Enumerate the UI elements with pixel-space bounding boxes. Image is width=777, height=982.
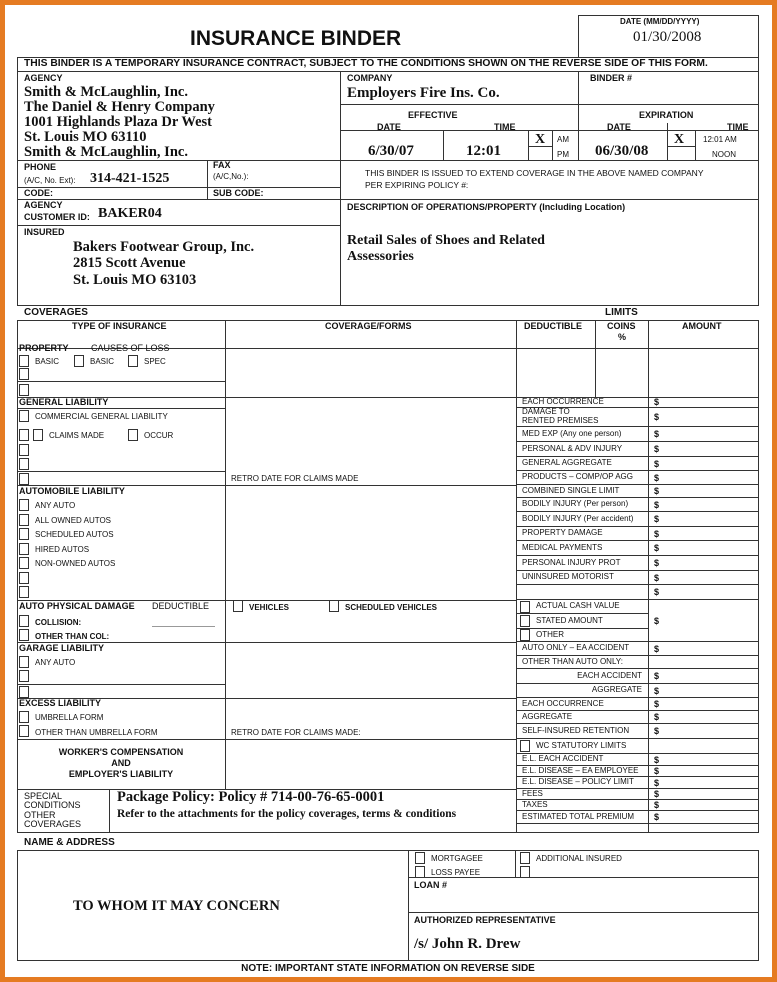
expiration-date-label: DATE (607, 122, 631, 132)
customer-id-value[interactable]: BAKER04 (98, 206, 162, 221)
subcode-label: SUB CODE: (213, 188, 264, 198)
limit-label: MED EXP (Any one person) (522, 428, 622, 438)
limit-label: PRODUCTS – COMP/OP AGG (522, 472, 633, 482)
dollar-sign: $ (654, 397, 660, 407)
limit-label-cell (516, 777, 648, 789)
excess-title: EXCESS LIABILITY (19, 698, 102, 708)
dollar-sign: $ (654, 712, 660, 722)
agency-customer-label: AGENCY (24, 200, 63, 210)
dollar-sign: $ (654, 444, 660, 454)
limit-label: ACTUAL CASH VALUE (536, 601, 620, 611)
limit-amount-cell[interactable] (648, 684, 758, 698)
dollar-sign: $ (654, 429, 660, 439)
checkbox-label: UMBRELLA FORM (35, 713, 104, 722)
excess-retro-date-label: RETRO DATE FOR CLAIMS MADE: (231, 728, 361, 737)
limit-label: AGGREGATE (522, 711, 573, 721)
effective-date-label: DATE (377, 122, 401, 132)
header-coverage-forms: COVERAGE/FORMS (325, 321, 412, 331)
phone-sub-label: (A/C, No. Ext): (24, 176, 76, 185)
limit-label-cell (516, 556, 648, 571)
limit-label: AGGREGATE (591, 685, 642, 695)
property-basic2-checkbox[interactable] (74, 355, 84, 367)
header-deductible: DEDUCTIBLE (524, 321, 582, 331)
occur-checkbox[interactable] (128, 429, 138, 441)
checkbox[interactable] (19, 429, 29, 441)
limit-label-cell (516, 571, 648, 585)
am-label: AM (557, 135, 569, 144)
phone-value[interactable]: 314-421-1525 (90, 171, 170, 186)
dollar-sign: $ (654, 699, 660, 709)
agency-label: AGENCY (24, 73, 63, 83)
gl-retro-date-label: RETRO DATE FOR CLAIMS MADE (231, 474, 359, 483)
limit-label: OTHER THAN AUTO ONLY: (522, 656, 623, 666)
scheduled-autos-checkbox[interactable] (19, 528, 29, 540)
limit-label-cell (516, 811, 648, 824)
authorized-rep-signature[interactable]: /s/ John R. Drew (414, 936, 521, 952)
agency-line[interactable]: Smith & McLaughlin, Inc. (24, 84, 188, 100)
limit-label: OTHER (536, 629, 564, 639)
company-value[interactable]: Employers Fire Ins. Co. (347, 85, 500, 101)
limit-label-cell (516, 614, 648, 629)
limit-label-cell (516, 408, 648, 427)
limit-label-cell (516, 600, 648, 614)
umbrella-form-checkbox[interactable] (19, 711, 29, 723)
garage-any-auto-checkbox[interactable] (19, 656, 29, 668)
insured-line[interactable]: 2815 Scott Avenue (73, 255, 186, 271)
expiration-date[interactable]: 06/30/08 (595, 143, 649, 159)
dollar-sign: $ (654, 458, 660, 469)
loss-payee-checkbox[interactable] (415, 866, 425, 878)
limit-label-cell (516, 789, 648, 800)
checkbox[interactable] (19, 384, 29, 396)
garage-title: GARAGE LIABILITY (19, 643, 104, 653)
limit-label: PERSONAL & ADV INJURY (522, 443, 623, 453)
limit-label: GENERAL AGGREGATE (522, 458, 612, 468)
checkbox[interactable] (19, 586, 29, 598)
header-coins: COINS (607, 321, 636, 331)
limit-amount-cell[interactable] (648, 585, 758, 600)
limit-label-cell (516, 824, 648, 832)
authorized-rep-label: AUTHORIZED REPRESENTATIVE (414, 915, 556, 925)
all-owned-autos-checkbox[interactable] (19, 514, 29, 526)
limit-amount-cell[interactable] (648, 629, 758, 642)
dollar-sign: $ (654, 558, 660, 568)
limit-label-cell (516, 512, 648, 527)
limit-label-cell (516, 471, 648, 485)
limit-label: COMBINED SINGLE LIMIT (522, 485, 620, 495)
limit-label-cell (516, 527, 648, 541)
description-line[interactable]: Assessories (347, 249, 414, 264)
extend-notice: THIS BINDER IS ISSUED TO EXTEND COVERAGE IN THE ABOVE NAMED COMPANY (365, 168, 704, 178)
dollar-sign: $ (654, 472, 660, 483)
dollar-sign: $ (654, 671, 660, 681)
dollar-sign: $ (654, 685, 660, 696)
checkbox-label: BASIC (35, 357, 60, 366)
header-amount: AMOUNT (682, 321, 722, 331)
checkbox-label: ANY AUTO (35, 501, 76, 510)
limit-label-cell (516, 766, 648, 777)
limit-label-cell (516, 669, 648, 684)
any-auto-checkbox[interactable] (19, 499, 29, 511)
limit-label-cell (516, 656, 648, 669)
limit-label-cell (516, 698, 648, 711)
limit-label: E.L. DISEASE – POLICY LIMIT (522, 777, 634, 787)
limit-label: AUTO ONLY – EA ACCIDENT (522, 643, 630, 653)
footer-note: NOTE: IMPORTANT STATE INFORMATION ON REVERSE SIDE (241, 963, 535, 974)
company-label: COMPANY (347, 73, 393, 83)
limit-amount-cell[interactable] (648, 739, 758, 754)
limit-label: BODILY INJURY (Per accident) (522, 513, 634, 523)
extend-notice: PER EXPIRING POLICY #: (365, 180, 469, 190)
limit-amount-cell[interactable] (648, 527, 758, 541)
checkbox[interactable] (19, 670, 29, 682)
checkbox-label: BASIC (90, 357, 115, 366)
checkbox-label: OTHER THAN UMBRELLA FORM (35, 728, 158, 737)
limit-amount-cell[interactable] (648, 397, 758, 408)
limit-label: DAMAGE TO RENTED PREMISES (522, 407, 599, 425)
limit-amount-cell[interactable] (648, 427, 758, 442)
limit-label: UNINSURED MOTORIST (522, 572, 614, 582)
causes-of-loss-label: CAUSES OF LOSS (91, 343, 170, 353)
limit-amount-cell[interactable] (648, 669, 758, 684)
insured-label: INSURED (24, 227, 65, 237)
special-conditions-line[interactable]: Refer to the attachments for the policy coverages, terms & conditions (117, 808, 457, 820)
checkbox[interactable] (19, 368, 29, 380)
limit-amount-cell[interactable] (648, 600, 758, 614)
limit-label-cell (516, 498, 648, 512)
limit-label: PROPERTY DAMAGE (522, 528, 603, 538)
wc-title: EMPLOYER'S LIABILITY (68, 769, 174, 779)
fax-sub-label: (A/C,No.): (213, 172, 249, 181)
description-label: DESCRIPTION OF OPERATIONS/PROPERTY (Including Location) (347, 202, 626, 212)
limit-label-cell (516, 754, 648, 766)
apd-deductible-label: DEDUCTIBLE (152, 601, 210, 611)
description-line[interactable]: Retail Sales of Shoes and Related (347, 233, 545, 248)
notice-text: THIS BINDER IS A TEMPORARY INSURANCE CONTRACT, SUBJECT TO THE CONDITIONS SHOWN ON THE REVERSE SIDE OF THIS FORM. (24, 58, 708, 69)
dollar-sign: $ (654, 800, 660, 810)
limit-label-cell (516, 427, 648, 442)
pm-label: PM (557, 150, 569, 159)
checkbox-label: SCHEDULED AUTOS (35, 530, 114, 539)
expiration-option-1201am: 12:01 AM (703, 135, 737, 144)
limit-amount-cell[interactable] (648, 471, 758, 485)
checkbox[interactable] (19, 686, 29, 698)
limit-amount-cell[interactable] (648, 614, 758, 629)
dollar-sign: $ (654, 789, 660, 799)
limit-label: PERSONAL INJURY PROT (522, 557, 621, 567)
dollar-sign: $ (654, 726, 660, 736)
limit-label-cell (516, 711, 648, 724)
property-basic-checkbox[interactable] (19, 355, 29, 367)
am-checkbox-mark[interactable]: X (535, 132, 546, 147)
limit-amount-cell[interactable] (648, 571, 758, 585)
checkbox-label: LOSS PAYEE (431, 868, 481, 877)
checkbox-label: OTHER THAN COL: (35, 632, 110, 641)
effective-date[interactable]: 6/30/07 (368, 143, 414, 159)
effective-time[interactable]: 12:01 (466, 143, 501, 159)
insured-line[interactable]: Bakers Footwear Group, Inc. (73, 239, 255, 255)
form-title: INSURANCE BINDER (190, 27, 402, 50)
limit-amount-cell[interactable] (648, 457, 758, 471)
limit-amount-cell[interactable] (648, 698, 758, 711)
checkbox-label: ADDITIONAL INSURED (536, 854, 622, 863)
checkbox-label: CLAIMS MADE (49, 431, 105, 440)
limit-amount-cell[interactable] (648, 777, 758, 789)
dollar-sign: $ (654, 754, 660, 765)
limit-label: MEDICAL PAYMENTS (522, 542, 603, 552)
limit-amount-cell[interactable] (648, 556, 758, 571)
checkbox-label: COMMERCIAL GENERAL LIABILITY (35, 412, 168, 421)
limit-label-cell (516, 541, 648, 556)
binder-number-label: BINDER # (590, 73, 633, 83)
special-conditions-line[interactable]: Package Policy: Policy # 714-00-76-65-0001 (117, 789, 385, 805)
limit-amount-cell[interactable] (648, 789, 758, 800)
checkbox[interactable] (19, 572, 29, 584)
limit-label-cell (516, 642, 648, 656)
dollar-sign: $ (654, 486, 660, 496)
limit-checkbox[interactable] (520, 740, 530, 752)
dollar-sign: $ (654, 812, 660, 822)
dollar-sign: $ (654, 543, 660, 553)
additional-insured-checkbox[interactable] (520, 852, 530, 864)
insured-line[interactable]: St. Louis MO 63103 (73, 272, 197, 288)
checkbox-label: NON-OWNED AUTOS (35, 559, 116, 568)
limit-label: WC STATUTORY LIMITS (536, 740, 627, 750)
apd-title: AUTO PHYSICAL DAMAGE (19, 601, 135, 611)
limit-label: FEES (522, 788, 543, 798)
limit-amount-cell[interactable] (648, 724, 758, 739)
loan-label: LOAN # (414, 880, 448, 890)
agency-line[interactable]: St. Louis MO 63110 (24, 129, 147, 145)
non-owned-autos-checkbox[interactable] (19, 557, 29, 569)
date-label: DATE (MM/DD/YYYY) (620, 17, 700, 26)
limit-checkbox[interactable] (520, 601, 530, 613)
limit-label: E.L. EACH ACCIDENT (522, 754, 604, 764)
limit-checkbox[interactable] (520, 615, 530, 627)
name-address-label: NAME & ADDRESS (24, 837, 115, 848)
limit-label-cell (516, 629, 648, 642)
special-label: CONDITIONS (24, 800, 81, 810)
limit-label-cell (516, 800, 648, 811)
limit-label-cell (516, 485, 648, 498)
code-label: CODE: (24, 188, 53, 198)
limit-label-cell (516, 724, 648, 739)
checkbox[interactable] (19, 473, 29, 485)
limit-label: EACH OCCURRENCE (522, 396, 604, 406)
dollar-sign: $ (654, 572, 660, 583)
auto-title: AUTOMOBILE LIABILITY (19, 486, 125, 496)
limit-label: EACH OCCURRENCE (522, 698, 604, 708)
checkbox-label: ALL OWNED AUTOS (35, 516, 112, 525)
special-label: COVERAGES (24, 819, 82, 829)
limit-amount-cell[interactable] (648, 824, 758, 832)
checkbox[interactable] (520, 866, 530, 878)
limit-label-cell (516, 585, 648, 600)
limit-amount-cell[interactable] (648, 811, 758, 824)
dollar-sign: $ (654, 514, 660, 524)
special-label: OTHER (24, 810, 56, 820)
agency-line[interactable]: Smith & McLaughlin, Inc. (24, 144, 188, 160)
expiration-label: EXPIRATION (639, 110, 694, 120)
limit-amount-cell[interactable] (648, 512, 758, 527)
collision-checkbox[interactable] (19, 615, 29, 627)
agency-line[interactable]: The Daniel & Henry Company (24, 99, 215, 115)
coverages-label: COVERAGES (24, 307, 88, 318)
date-value[interactable]: 01/30/2008 (633, 29, 702, 45)
checkbox-label: OCCUR (144, 431, 174, 440)
dollar-sign: $ (654, 766, 660, 776)
dollar-sign: $ (654, 777, 660, 788)
dollar-sign: $ (654, 587, 660, 597)
vehicles-checkbox[interactable] (233, 600, 243, 612)
limit-label: ESTIMATED TOTAL PREMIUM (522, 811, 635, 821)
checkbox[interactable] (19, 444, 29, 456)
limit-label-cell (516, 442, 648, 457)
property-spec-checkbox[interactable] (128, 355, 138, 367)
limit-label: STATED AMOUNT (536, 615, 603, 625)
checkbox[interactable] (19, 458, 29, 470)
limit-label: SELF-INSURED RETENTION (522, 725, 630, 735)
fax-label: FAX (213, 160, 231, 170)
limit-amount-cell[interactable] (648, 642, 758, 656)
header-type-of-insurance: TYPE OF INSURANCE (72, 321, 167, 331)
property-title: PROPERTY (19, 343, 69, 353)
limit-label: E.L. DISEASE – EA EMPLOYEE (522, 765, 639, 775)
effective-time-label: TIME (494, 122, 516, 132)
limit-label: EACH ACCIDENT (577, 670, 642, 680)
checkbox-label: MORTGAGEE (431, 854, 483, 863)
limit-checkbox[interactable] (520, 629, 530, 641)
limit-label-cell (516, 739, 648, 754)
limit-amount-cell[interactable] (648, 408, 758, 427)
checkbox-label: COLLISION: (35, 618, 82, 627)
customer-id-label: CUSTOMER ID: (24, 212, 90, 222)
limit-amount-cell[interactable] (648, 442, 758, 457)
limit-label-cell (516, 684, 648, 698)
special-label: SPECIAL (24, 791, 63, 801)
limit-amount-cell[interactable] (648, 485, 758, 498)
other-than-col-checkbox[interactable] (19, 629, 29, 641)
checkbox-label: VEHICLES (249, 603, 290, 612)
limit-amount-cell[interactable] (648, 766, 758, 777)
limit-label: TAXES (522, 799, 548, 809)
apd-amount-dollar[interactable]: $ (654, 616, 660, 626)
expiration-time-label: TIME (727, 122, 749, 132)
limit-amount-cell[interactable] (648, 711, 758, 724)
agency-line[interactable]: 1001 Highlands Plaza Dr West (24, 114, 212, 130)
limit-amount-cell[interactable] (648, 656, 758, 669)
limit-amount-cell[interactable] (648, 800, 758, 811)
claims-made-checkbox[interactable] (33, 429, 43, 441)
expiration-option-noon: NOON (712, 150, 736, 159)
expiration-1201am-mark[interactable]: X (674, 132, 685, 147)
mortgagee-checkbox[interactable] (415, 852, 425, 864)
limit-amount-cell[interactable] (648, 498, 758, 512)
checkbox-label: ANY AUTO (35, 658, 76, 667)
gl-title: GENERAL LIABILITY (19, 397, 109, 407)
wc-title: AND (111, 758, 131, 768)
phone-label: PHONE (24, 162, 57, 172)
limits-label: LIMITS (605, 307, 638, 318)
dollar-sign: $ (654, 643, 660, 654)
checkbox-label: SCHEDULED VEHICLES (345, 603, 438, 612)
effective-label: EFFECTIVE (408, 110, 458, 120)
other-than-umbrella-checkbox[interactable] (19, 725, 29, 737)
limit-label: BODILY INJURY (Per person) (522, 499, 629, 509)
limit-amount-cell[interactable] (648, 754, 758, 766)
checkbox-label: HIRED AUTOS (35, 545, 90, 554)
dollar-sign: $ (654, 499, 660, 510)
hired-autos-checkbox[interactable] (19, 543, 29, 555)
dollar-sign: $ (654, 528, 660, 539)
checkbox-label: SPEC (144, 357, 166, 366)
cgl-checkbox[interactable] (19, 410, 29, 422)
limit-amount-cell[interactable] (648, 541, 758, 556)
scheduled-vehicles-checkbox[interactable] (329, 600, 339, 612)
dollar-sign: $ (654, 412, 660, 422)
wc-title: WORKER'S COMPENSATION (58, 747, 184, 757)
name-address-value[interactable]: TO WHOM IT MAY CONCERN (73, 898, 280, 914)
header-coins-pct: % (618, 332, 627, 342)
limit-label-cell (516, 457, 648, 471)
